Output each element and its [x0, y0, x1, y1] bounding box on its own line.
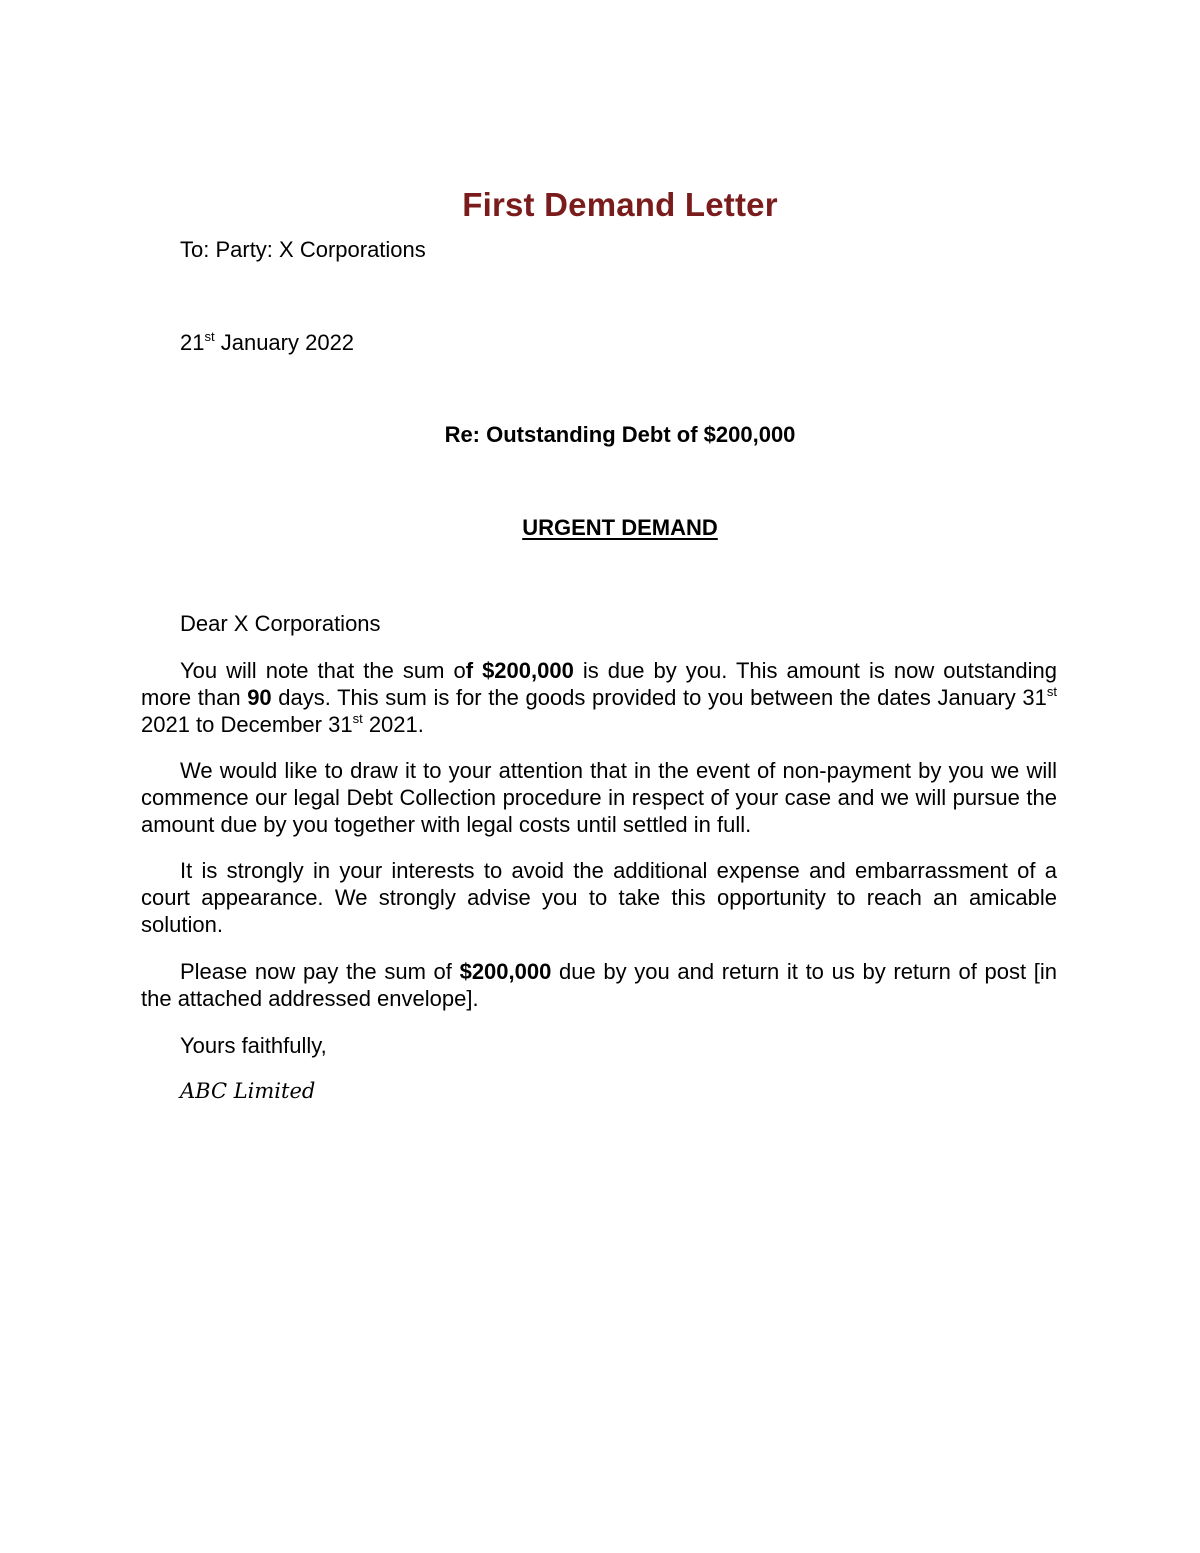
date-suffix: st [204, 329, 215, 344]
paragraph-3: It is strongly in your interests to avoid the additional expense and embarrassment of a court appearance. We strongly advise you to take this opportunity to reach an amicable solution. [141, 858, 1057, 937]
urgent-heading: URGENT DEMAND [522, 515, 718, 540]
p4-amount: $200,000 [459, 959, 552, 984]
letter-date [180, 329, 354, 356]
p4-text-c: due by you and return it to us by return of post [in the attached addressed envelope]. [141, 959, 1057, 1011]
p1-text-g: 2021 to December 31 [141, 712, 353, 737]
recipient-line: To: Party: X Corporations [180, 237, 426, 262]
p4-text-a: Please now pay the sum of [180, 959, 460, 984]
salutation: Dear X Corporations [180, 611, 381, 636]
p1-suffix-1: st [1046, 684, 1057, 699]
p1-text-i: 2021. [362, 712, 424, 737]
p1-suffix-2: st [352, 711, 363, 726]
signature: ABC Limited [180, 1079, 316, 1103]
date-month-year: January 2022 [214, 330, 355, 355]
paragraph-1 [141, 657, 1057, 738]
p1-days: 90 [247, 685, 272, 710]
paragraph-4 [141, 958, 1057, 1012]
closing-line: Yours faithfully, [180, 1033, 327, 1058]
p1-text-e: days. This sum is for the goods provided to you between the dates January 31 [271, 685, 1047, 710]
p1-text-a: You will note that the sum o [180, 658, 466, 683]
letter-title: First Demand Letter [462, 186, 778, 223]
subject-line: Re: Outstanding Debt of $200,000 [444, 422, 796, 447]
p1-text-c: is due by you. This amount is now outstanding more than [141, 658, 1057, 710]
date-day: 21 [180, 330, 205, 355]
paragraph-2: We would like to draw it to your attention that in the event of non-payment by you we will commence our legal Debt Collection procedure in respect of your case and we will pursue the amount due by you together with legal costs until settled in full. [141, 758, 1057, 837]
p1-amount: f $200,000 [465, 658, 574, 683]
